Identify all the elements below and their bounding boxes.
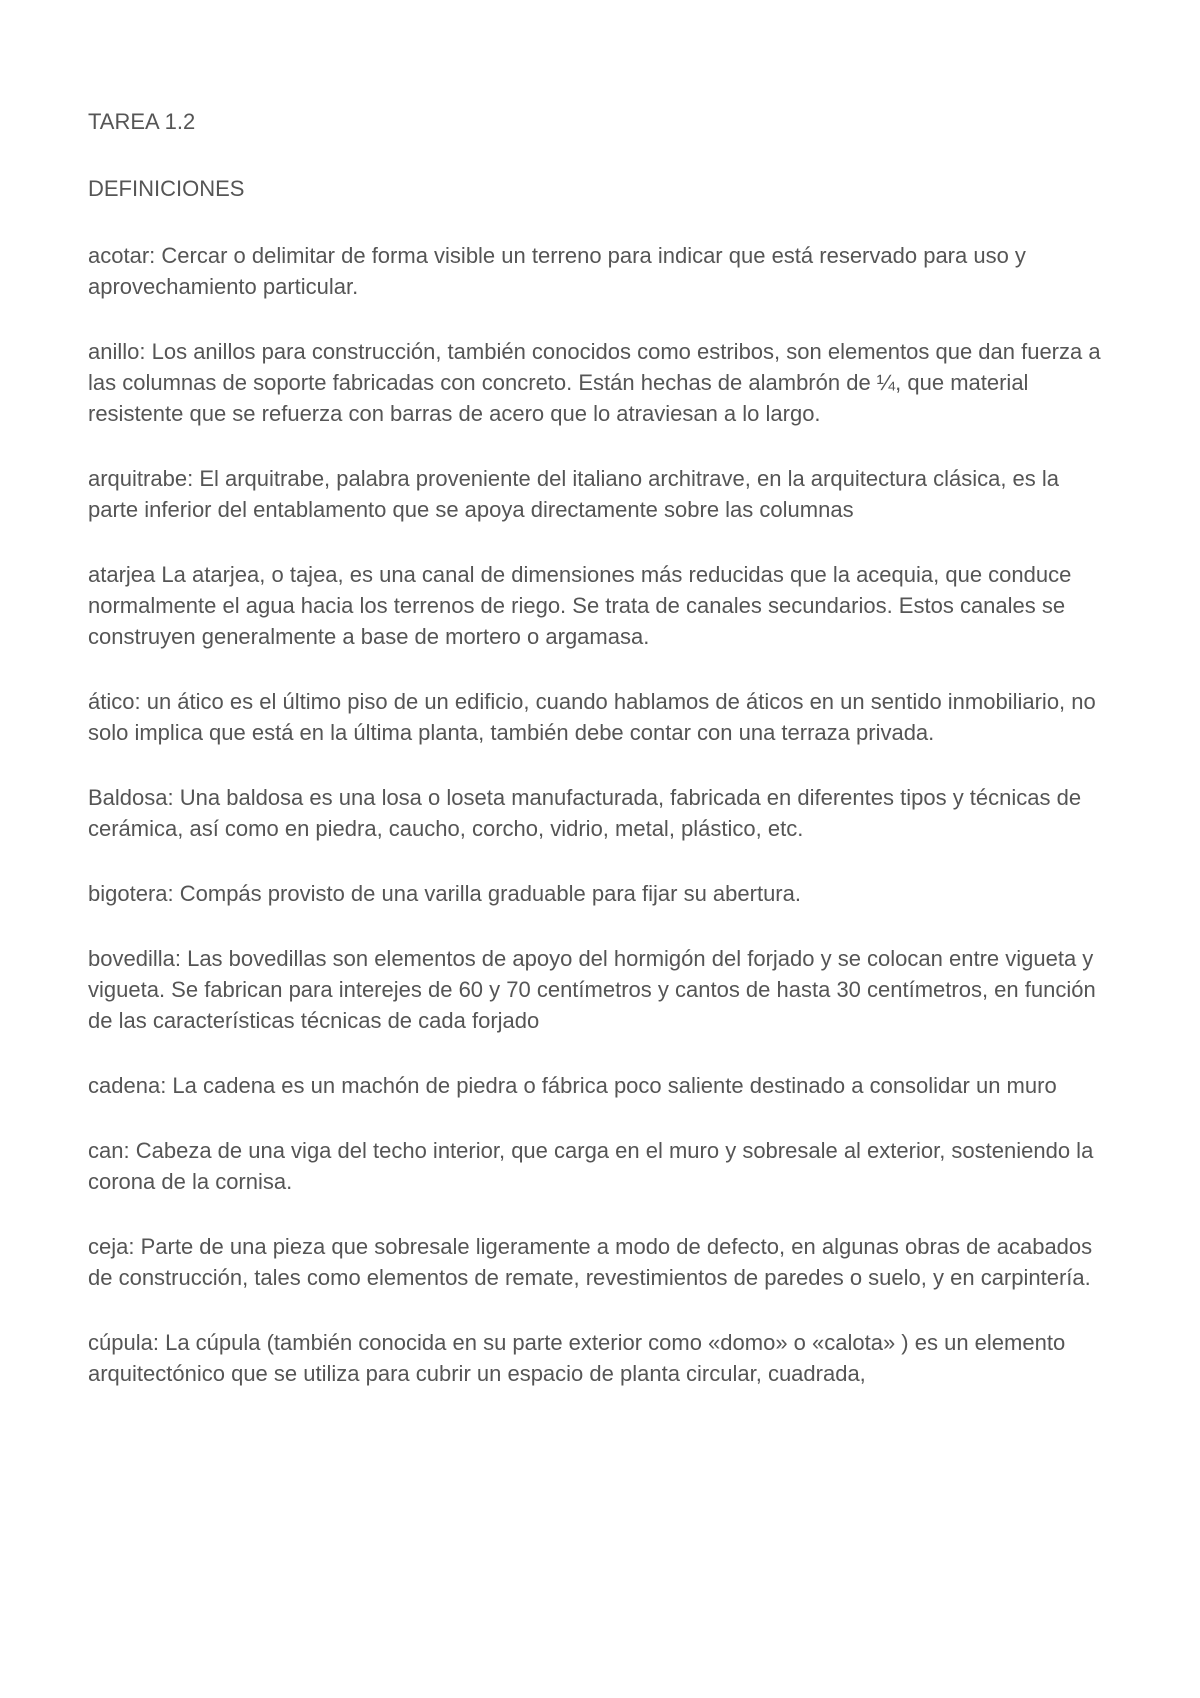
- section-heading: DEFINICIONES: [88, 176, 245, 201]
- definition-separator: :: [149, 243, 162, 268]
- definition-separator: :: [139, 339, 152, 364]
- definition-separator: :: [187, 466, 200, 491]
- definition-text: La atarjea, o tajea, es una canal de dimensiones más reducidas que la acequia, que conduce normalmente el agua hacia los terrenos de riego. Se trata de canales secundarios. Estos canales se construyen generalmente a base de mortero o argamasa.: [88, 562, 1072, 649]
- definition-term: acotar: [88, 243, 150, 268]
- definition-item: [88, 240, 1114, 302]
- definition-text: La cadena es un machón de piedra o fábrica poco saliente destinado a consolidar un muro: [172, 1073, 1057, 1098]
- definition-term: bovedilla: [88, 946, 175, 971]
- definition-term: arquitrabe: [88, 466, 188, 491]
- definition-item: [88, 1327, 1114, 1389]
- definition-text: Una baldosa es una losa o loseta manufacturada, fabricada en diferentes tipos y técnicas de cerámica, así como en piedra, caucho, corcho, vidrio, metal, plástico, etc.: [88, 785, 1082, 841]
- definition-term: can: [88, 1138, 124, 1163]
- definition-text: Compás provisto de una varilla graduable para fijar su abertura.: [179, 881, 801, 906]
- definition-text: La cúpula (también conocida en su parte exterior como «domo» o «calota» ) es un elemento arquitectónico que se utiliza para cubrir un espacio de planta circular, cuadrada,: [88, 1330, 1066, 1386]
- definition-text: Los anillos para construcción, también conocidos como estribos, son elementos que dan fuerza a las columnas de soporte fabricadas con concreto. Están hechas de alambrón de ¼, que material resistente que se refuerza con barras de acero que lo atraviesan a lo largo.: [88, 339, 1101, 426]
- definition-item: [88, 943, 1114, 1036]
- definition-term: anillo: [88, 339, 140, 364]
- definition-item: [88, 1135, 1114, 1197]
- definition-separator: :: [128, 1234, 141, 1259]
- definition-item: [88, 1070, 1114, 1101]
- definition-separator: :: [152, 1330, 166, 1355]
- definition-term: bigotera: [88, 881, 168, 906]
- definition-text: El arquitrabe, palabra proveniente del italiano architrave, en la arquitectura clásica, es la parte inferior del entablamento que se apoya directamente sobre las columnas: [88, 466, 1060, 522]
- definition-term: cúpula: [88, 1330, 153, 1355]
- definition-separator: :: [167, 785, 180, 810]
- definition-item: [88, 1231, 1114, 1293]
- definition-separator: :: [123, 1138, 136, 1163]
- definition-item: [88, 686, 1114, 748]
- definition-item: [88, 336, 1114, 429]
- document-title: TAREA 1.2: [88, 109, 196, 134]
- definition-separator: :: [174, 946, 188, 971]
- definition-separator: :: [160, 1073, 173, 1098]
- definition-item: [88, 559, 1114, 652]
- definitions-list: [88, 240, 1114, 1389]
- definition-item: [88, 463, 1114, 525]
- definition-text: Cabeza de una viga del techo interior, que carga en el muro y sobresale al exterior, sosteniendo la corona de la cornisa.: [88, 1138, 1094, 1194]
- definition-term: cadena: [88, 1073, 161, 1098]
- definition-term: atarjea: [88, 562, 156, 587]
- definition-term: ático: [88, 689, 135, 714]
- definition-separator: :: [134, 689, 147, 714]
- definition-text: un ático es el último piso de un edificio, cuando hablamos de áticos en un sentido inmobiliario, no solo implica que está en la última planta, también debe contar con una terraza privada.: [88, 689, 1096, 745]
- definition-term: ceja: [88, 1234, 129, 1259]
- definition-text: Las bovedillas son elementos de apoyo del hormigón del forjado y se colocan entre vigueta y vigueta. Se fabrican para interejes de 60 y 70 centímetros y cantos de hasta 30 centímetros, en función de las características técnicas de cada forjado: [88, 946, 1096, 1033]
- definition-separator: :: [167, 881, 180, 906]
- definition-item: [88, 878, 1114, 909]
- definition-text: Cercar o delimitar de forma visible un terreno para indicar que está reservado para uso y aprovechamiento particular.: [88, 243, 1026, 299]
- definition-text: Parte de una pieza que sobresale ligeramente a modo de defecto, en algunas obras de acabados de construcción, tales como elementos de remate, revestimientos de paredes o suelo, y en carpintería.: [88, 1234, 1093, 1290]
- definition-term: Baldosa: [88, 785, 168, 810]
- definition-item: [88, 782, 1114, 844]
